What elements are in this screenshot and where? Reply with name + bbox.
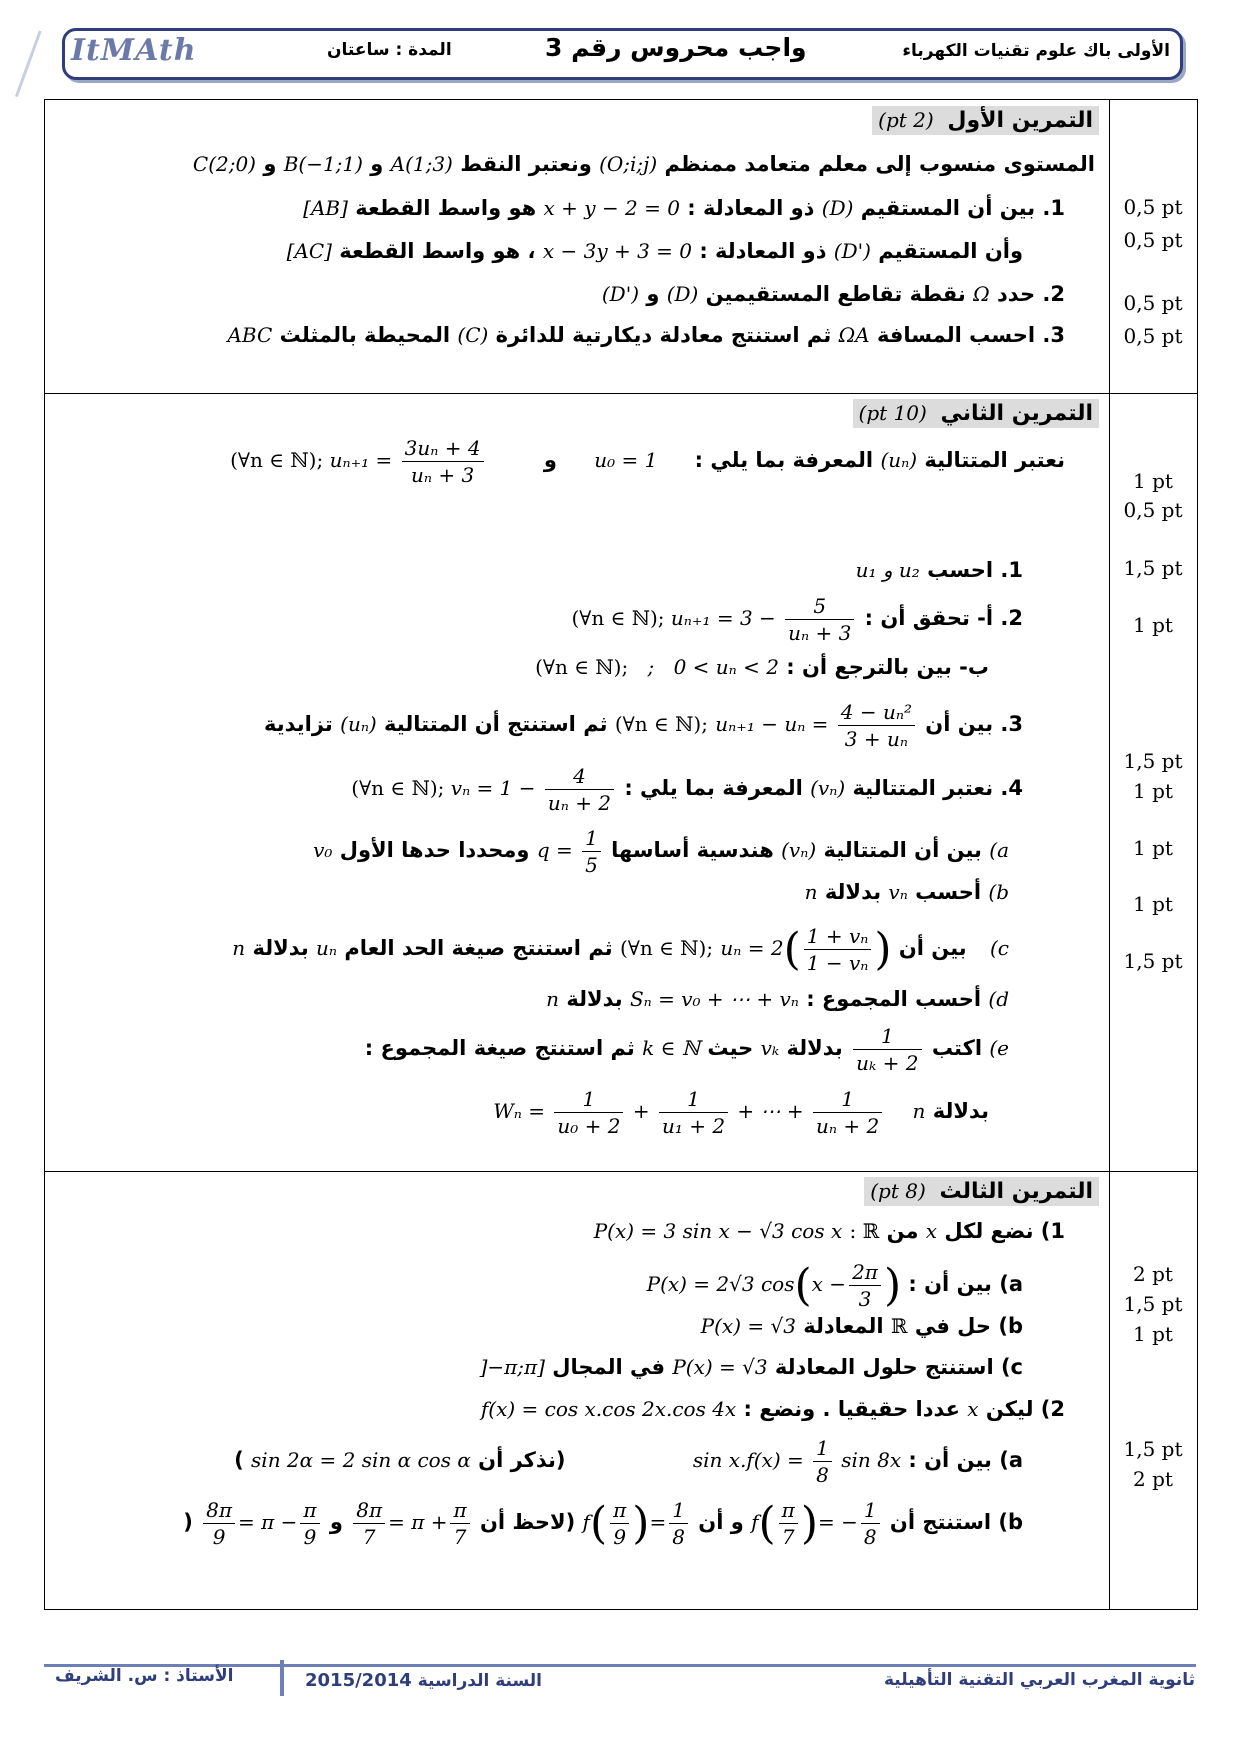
ex2-w-frac-1: [659, 1086, 728, 1139]
ex1-q2-d: (D): [666, 282, 699, 306]
ex2-qa: [313, 825, 1009, 878]
ex2-intro2: المعرفة بما يلي :: [694, 448, 874, 472]
ex3-f9-f: f: [582, 1510, 590, 1534]
ex3-note: (لاحظ أن: [479, 1510, 576, 1534]
ex3-f7-den: 7: [781, 1525, 795, 1549]
ex1-q2-b: نقطة تقاطع المستقيمين: [705, 282, 966, 306]
ex1-q2-dprime: (D'): [601, 282, 639, 306]
ex2-qe-vk: vₖ: [760, 1036, 780, 1060]
ex2-qa-q: q =: [536, 838, 573, 862]
ex2-q4-text: 4. نعتبر المتتالية: [852, 776, 1023, 800]
ex2-q4-forall: (∀n ∈ ℕ);: [351, 776, 445, 800]
ex3-eq1-frac2: [450, 1497, 469, 1550]
ex1-q2-a: 2. حدد: [997, 282, 1065, 306]
ex2-q2a: [571, 593, 1023, 646]
ex2-qe-k: k ∈ ℕ: [642, 1036, 701, 1060]
ex3-f9-num: π: [610, 1497, 629, 1524]
ex2-pt-5: 1,5 pt: [1123, 749, 1183, 773]
ex1-pt-1: 0,5 pt: [1123, 195, 1183, 219]
ex3-p-def: P(x) = 3 sin x − √3 cos x: [593, 1219, 843, 1243]
ex1-pt-4: 0,5 pt: [1123, 324, 1183, 348]
ex2-w0-den: u₀ + 2: [557, 1114, 621, 1138]
ex3-qc: [480, 1355, 1023, 1379]
ex2-pt-4: 1 pt: [1133, 613, 1173, 637]
ex2-qb-2: بدلالة: [824, 880, 882, 904]
exercise-1-points: (2 pt): [878, 108, 934, 132]
ex3-and-that: و أن: [698, 1510, 744, 1534]
ex2-qe-3: حيث: [707, 1036, 754, 1060]
exercise-3: [45, 1171, 1109, 1609]
ex1-line-dprime: (D'): [833, 239, 871, 263]
ex3-f9-frac: [610, 1497, 629, 1550]
ex2-qe-2: بدلالة: [786, 1036, 843, 1060]
ex2-q3-formula: [715, 699, 918, 752]
ex2-qb-label: b): [988, 880, 1009, 904]
ex3-q2a-formula: [693, 1435, 901, 1488]
ex3-f7-num: π: [779, 1497, 798, 1524]
ex2-qa-ratio: [537, 825, 604, 878]
ex3-pt-3: 1 pt: [1133, 1322, 1173, 1346]
ex1-omega-a: ΩA: [838, 323, 870, 347]
ex2-intro: [230, 435, 1065, 488]
ex2-qc-formula: uₙ = 2( $\frac{\text{1 + vₙ}}{\text{1 − vₙ}}$ ): [720, 924, 892, 975]
ex1-q3-a: 3. احسب المسافة: [876, 323, 1065, 347]
ex2-q1-values: u₁ و u₂: [855, 558, 920, 582]
ex3-q1-from: من: [886, 1219, 919, 1243]
ex2-pt-2: 0,5 pt: [1123, 498, 1183, 522]
ex3-remind-formula: sin 2α = 2 sin α cos α: [251, 1448, 471, 1472]
ex3-f7-eq: = −: [817, 1510, 858, 1534]
ex1-pt-3: 0,5 pt: [1123, 291, 1183, 315]
ex1-intro2: ونعتبر النقط: [460, 152, 592, 176]
ex3-q2-b: عددا حقيقيا . ونضع :: [743, 1397, 960, 1421]
ex1-intro-text: المستوى منسوب إلى معلم متعامد ممنظم: [664, 152, 1095, 176]
ex2-qe-4: ثم استنتج صيغة المجموع :: [364, 1036, 635, 1060]
ex2-q4-num: 4: [545, 763, 614, 790]
ex2-q4-lhs: vₙ = 1 −: [450, 776, 536, 800]
ex3-eq2-num2: π: [300, 1497, 319, 1524]
school-year-value: 2015/2014: [305, 1670, 412, 1691]
ex3-qa-frac: [849, 1259, 881, 1312]
ex2-w-bidalala: بدلالة: [932, 1099, 989, 1123]
ex2-and: و: [543, 448, 557, 472]
ex2-q4-den: uₙ + 2: [547, 791, 612, 815]
ex3-f7-val-num: 1: [861, 1497, 880, 1524]
class-level: الأولى باك علوم تقنيات الكهرباء: [902, 41, 1170, 61]
ex2-q2a-frac: [785, 593, 854, 646]
ex1-frame: (O;i;j): [599, 152, 658, 176]
exercise-1: [45, 100, 1109, 393]
ex2-rec-den: uₙ + 3: [411, 463, 475, 487]
ex3-pt-1: 2 pt: [1133, 1262, 1173, 1286]
ex3-qa-text: a) بين أن :: [908, 1272, 1023, 1296]
ex2-pt-3: 1,5 pt: [1123, 556, 1183, 580]
ex3-q2a: [234, 1435, 1023, 1488]
ex1-q1-a: 1. بين أن المستقيم: [860, 196, 1065, 220]
ex3-eq1-den2: 7: [453, 1525, 467, 1549]
ex2-q4-formula: [351, 763, 617, 816]
ex3-eq1-num2: π: [450, 1497, 469, 1524]
ex2-qc-frac: [804, 923, 872, 976]
ex3-note-close: (: [183, 1510, 193, 1534]
ex1-q3-b: ثم استنتج معادلة ديكارتية للدائرة: [495, 323, 832, 347]
ex2-qc-2: ثم استنتج صيغة الحد العام: [344, 936, 613, 960]
ex2-seq-v: (vₙ): [810, 776, 846, 800]
ex2-w1-num: 1: [659, 1086, 728, 1113]
ex2-w-frac-0: [554, 1086, 623, 1139]
ex3-f9-den: 9: [613, 1525, 627, 1549]
ex1-q3-c: المحيطة بالمثلث: [279, 323, 451, 347]
page-title: واجب محروس رقم 3: [545, 33, 807, 62]
exercise-3-points: (8 pt): [870, 1179, 926, 1203]
ex3-q1-text: 1) نضع لكل: [944, 1219, 1065, 1243]
ex2-qb-vn: vₙ: [888, 880, 908, 904]
exercise-1-title: [872, 106, 1099, 135]
ex3-note-eq1: [350, 1497, 472, 1550]
ex2-q4-b: المعرفة بما يلي :: [624, 776, 803, 800]
ex2-q3-c: تزايدية: [264, 712, 333, 736]
ex3-qa-num: 2π: [849, 1259, 881, 1286]
ex3-qc-2: في المجال: [552, 1355, 665, 1379]
ex3-qb-eq: P(x) = √3: [700, 1314, 796, 1338]
ex2-qe-num: 1: [853, 1023, 921, 1050]
ex3-f7-val: [861, 1497, 880, 1550]
ex2-w-plus: +: [632, 1099, 650, 1123]
ex2-qa-3: ومحددا حدها الأول: [339, 838, 530, 862]
duration: المدة : ساعتان: [327, 40, 452, 60]
ex2-qe-den: uₖ + 2: [856, 1051, 919, 1075]
ex2-w-formula: [493, 1086, 885, 1139]
ex3-note-eq2: [200, 1497, 322, 1550]
ex2-qb: [805, 880, 1009, 904]
ex2-w-sum: [493, 1086, 989, 1139]
ex1-point-a: A(1;3): [390, 152, 453, 176]
ex2-pt-9: 1,5 pt: [1123, 949, 1183, 973]
ex2-qa-seq: (vₙ): [781, 838, 817, 862]
ex3-qc-eq: P(x) = √3: [672, 1355, 768, 1379]
ex2-rec-lhs: uₙ₊₁ =: [329, 448, 393, 472]
footer-separator: [280, 1660, 284, 1696]
ex2-qa-label: a): [989, 838, 1009, 862]
header-banner: [62, 28, 1183, 80]
ex3-qc-text: c) استنتج حلول المعادلة: [774, 1355, 1023, 1379]
ex3-pt-2: 1,5 pt: [1123, 1292, 1183, 1316]
ex1-eq-dprime: x − 3y + 3 = 0: [542, 239, 693, 263]
ex3-q2a-rhs: sin 8x: [841, 1448, 902, 1472]
ex3-qb-r: ℝ: [890, 1314, 908, 1338]
ex2-qa-text: بين أن المتتالية: [823, 838, 982, 862]
exercise-2-points: (10 pt): [858, 401, 927, 425]
ex2-rec-frac: [402, 435, 484, 488]
ex2-q3-num: 4 − uₙ²: [838, 699, 915, 726]
ex1-q1-second: [287, 239, 1023, 263]
ex2-qa-v0: v₀: [313, 838, 333, 862]
ex2-q2a-num: 5: [785, 593, 854, 620]
ex2-q2a-lhs: uₙ₊₁ = 3 −: [670, 606, 776, 630]
ex1-q1-d: وأن المستقيم: [878, 239, 1023, 263]
ex3-remind: (نذكر أن: [478, 1448, 566, 1472]
ex3-f7-f: f: [751, 1510, 759, 1534]
ex2-qe-text: اكتب: [931, 1036, 983, 1060]
ex3-qb-2: المعادلة: [803, 1314, 884, 1338]
school-year-label: السنة الدراسية: [417, 1671, 542, 1691]
exercise-3-title-text: التمرين الثالث: [939, 1179, 1093, 1204]
ex2-q1-text: 1. احسب: [927, 558, 1023, 582]
ex3-eq1-rhs: = π +: [388, 1510, 448, 1534]
ex3-q2-text: 2) ليكن: [985, 1397, 1065, 1421]
ex2-qa-2: هندسية أساسها: [611, 838, 774, 862]
ex2-w-n: n: [912, 1099, 926, 1123]
ex2-w-frac-n: [813, 1086, 882, 1139]
ex2-qd-n: n: [546, 987, 560, 1011]
ex2-qa-frac: [582, 825, 601, 878]
ex3-qb: [701, 1314, 1023, 1338]
ex2-q3-text: 3. بين أن: [925, 712, 1023, 736]
ex2-qd-label: d): [988, 987, 1009, 1011]
ex3-q2-x: x: [967, 1397, 979, 1421]
ex2-w-lhs: Wₙ =: [493, 1099, 545, 1123]
ex2-q3-den: 3 + uₙ: [844, 727, 908, 751]
ex2-q3: [264, 699, 1023, 752]
ex3-eq2-den2: 9: [303, 1525, 317, 1549]
ex2-rec-num: 3uₙ + 4: [402, 435, 484, 462]
ex3-qc-interval: ]−π;π]: [479, 1355, 545, 1379]
ex2-qc: [232, 923, 1009, 976]
ex2-w-dots: + ⋯ +: [737, 1099, 804, 1123]
ex1-q1-f: ، هو واسط القطعة: [339, 239, 536, 263]
ex3-f9-val-num: 1: [669, 1497, 688, 1524]
ex2-qc-text: بين أن: [898, 936, 967, 960]
ex3-qa-lhs: P(x) = 2√3 cos: [646, 1272, 795, 1296]
ex2-w0-num: 1: [554, 1086, 623, 1113]
ex3-q1-x: x: [925, 1219, 938, 1243]
ex3-q2a-num: 1: [813, 1435, 832, 1462]
ex1-line-d: (D): [821, 196, 854, 220]
ex2-q2a-den: uₙ + 3: [788, 621, 852, 645]
ex3-q2a-frac: [813, 1435, 832, 1488]
ex3-pt-4: 1,5 pt: [1123, 1437, 1183, 1461]
ex3-eq2-frac2: [300, 1497, 319, 1550]
ex2-wn-num: 1: [813, 1086, 882, 1113]
ex2-q2b-semi: ;: [647, 655, 655, 679]
ex3-eq2-den: 9: [212, 1525, 226, 1549]
ex1-segment-ac: [AC]: [286, 239, 332, 263]
ex2-q3-forall: (∀n ∈ ℕ);: [614, 712, 708, 736]
ex3-qa-den: 3: [858, 1287, 872, 1311]
ex1-and-1: و: [370, 152, 384, 176]
ex3-q2b-text: b) استنتج أن: [889, 1510, 1023, 1534]
ex2-forall: (∀n ∈ ℕ);: [230, 448, 324, 472]
ex2-qc-lhs: uₙ = 2: [720, 936, 784, 960]
ex2-qc-num: 1 + vₙ: [804, 923, 872, 950]
ex2-qc-un: uₙ: [316, 936, 338, 960]
ex2-qa-den: 5: [585, 853, 598, 877]
ex3-pt-5: 2 pt: [1133, 1467, 1173, 1491]
ex2-q3-seq: (uₙ): [340, 712, 377, 736]
ex3-eq2-frac: [203, 1497, 235, 1550]
ex3-eq1-den: 7: [362, 1525, 376, 1549]
ex3-note-and: و: [329, 1510, 343, 1534]
ex2-qa-num: 1: [582, 825, 601, 852]
ex2-qd-sum: Sₙ = v₀ + ⋯ + vₙ: [629, 987, 799, 1011]
teacher-name: الأستاذ : س. الشريف: [55, 1666, 234, 1686]
ex2-wn-den: uₙ + 2: [816, 1114, 880, 1138]
ex2-u0: u₀ = 1: [594, 448, 658, 472]
ex2-q3-frac: [838, 699, 915, 752]
ex1-q2: [602, 282, 1065, 306]
ex2-q3-b: ثم استنتج أن المتتالية: [384, 712, 608, 736]
ex2-q3-lhs: uₙ₊₁ − uₙ =: [715, 712, 829, 736]
ex2-intro-text: نعتبر المتتالية: [924, 448, 1065, 472]
ex2-qc-3: بدلالة: [252, 936, 309, 960]
exercise-2-title-text: التمرين الثاني: [940, 401, 1093, 426]
ex2-qc-label: c): [989, 936, 1009, 960]
ex2-qc-den: 1 − vₙ: [806, 951, 869, 975]
ex2-q1: [856, 558, 1023, 582]
ex2-q2b-text: ب- بين بالترجع أن :: [786, 655, 989, 679]
school-year: [305, 1670, 542, 1691]
ex2-w1-den: u₁ + 2: [661, 1114, 726, 1138]
ex1-eq-d: x + y − 2 = 0: [543, 196, 680, 220]
ex3-qa-x: x −: [811, 1272, 847, 1296]
ex2-qc-n: n: [232, 936, 246, 960]
ex1-q1-e: ذو المعادلة :: [699, 239, 827, 263]
ex3-eq1-frac: [353, 1497, 385, 1550]
ex2-qe-frac-wrap: [850, 1023, 924, 1076]
ex1-segment-ab: [AB]: [303, 196, 348, 220]
ex1-point-c: C(2;0): [192, 152, 256, 176]
ex2-q2a-text: 2. أ- تحقق أن :: [864, 606, 1023, 630]
ex2-q2b-ineq: 0 < uₙ < 2: [673, 655, 779, 679]
ex3-f9-val-den: 8: [672, 1525, 685, 1549]
ex2-seq-u: (uₙ): [880, 448, 918, 472]
ex2-qd-2: بدلالة: [566, 987, 623, 1011]
ex2-qe-frac: [853, 1023, 921, 1076]
ex2-qe-label: e): [989, 1036, 1009, 1060]
ex2-q2a-formula: [571, 593, 857, 646]
ex3-f-def: f(x) = cos x.cos 2x.cos 4x: [480, 1397, 737, 1421]
ex1-q3: [227, 323, 1065, 347]
ex3-q1: [594, 1219, 1065, 1243]
ex3-f7-val-den: 8: [863, 1525, 877, 1549]
ex3-eq2-num: 8π: [203, 1497, 235, 1524]
ex2-q2b: [535, 655, 989, 679]
ex3-remind-close: ): [234, 1448, 244, 1472]
ex2-q2a-forall: (∀n ∈ ℕ);: [571, 606, 665, 630]
ex3-q2a-lhs: sin x.f(x) =: [692, 1448, 804, 1472]
ex2-pt-7: 1 pt: [1133, 836, 1173, 860]
ex2-qc-forall: (∀n ∈ ℕ);: [620, 936, 714, 960]
ex1-q2-and: و: [646, 282, 660, 306]
ex1-q1-c: هو واسط القطعة: [355, 196, 537, 220]
ex3-q2a-text: a) بين أن :: [908, 1448, 1023, 1472]
ex2-q4: [351, 763, 1023, 816]
ex2-qd-text: أحسب المجموع :: [806, 987, 982, 1011]
ex3-f7-frac: [779, 1497, 798, 1550]
ex2-recurrence: [230, 435, 486, 488]
ex3-q2b: [183, 1497, 1023, 1550]
exercise-2: [45, 393, 1109, 1171]
ex2-qb-n: n: [804, 880, 818, 904]
ex1-triangle-abc: ABC: [227, 323, 273, 347]
ex1-and-2: و: [263, 152, 277, 176]
ex3-q2: [481, 1397, 1065, 1421]
ex3-f9-val: [669, 1497, 688, 1550]
ex3-qa: [647, 1259, 1023, 1312]
ex2-q2b-forall: (∀n ∈ ℕ);: [535, 655, 629, 679]
ex1-point-b: B(−1;1): [283, 152, 363, 176]
ex1-omega: Ω: [973, 282, 990, 306]
ex3-q2a-den: 8: [816, 1463, 829, 1487]
ex1-q1-b: ذو المعادلة :: [687, 196, 815, 220]
ex2-qe: [365, 1023, 1009, 1076]
ex2-pt-6: 1 pt: [1133, 779, 1173, 803]
ex3-qa-formula: P(x) = 2√3 cos(x − $\frac{2\pi}{3}$ ): [646, 1260, 902, 1311]
exercise-2-title: [853, 399, 1099, 428]
ex3-eq2-rhs: = π −: [238, 1510, 298, 1534]
ex2-q4-frac: [545, 763, 614, 816]
exercise-3-title: [864, 1177, 1099, 1206]
exam-table: [44, 99, 1198, 1610]
ex2-qb-text: أحسب: [915, 880, 982, 904]
ex2-qd: [546, 987, 1009, 1011]
ex2-pt-8: 1 pt: [1133, 892, 1173, 916]
ex1-intro: [193, 152, 1095, 176]
school-name: ثانوية المغرب العربي التقنية التأهيلية: [883, 1670, 1195, 1690]
logo: ItMAth: [71, 33, 197, 68]
ex1-pt-2: 0,5 pt: [1123, 228, 1183, 252]
ex3-eq1-num: 8π: [353, 1497, 385, 1524]
ex1-circle-c: (C): [457, 323, 489, 347]
ex3-q2b-f9: f( $\frac{\pi}{9}$ )= $\frac{1}{8}$: [583, 1497, 691, 1550]
ex3-qb-text: b) حل في: [914, 1314, 1023, 1338]
ex1-q1: [303, 196, 1065, 220]
ex3-q1-r: ℝ :: [849, 1219, 880, 1243]
ex2-pt-1: 1 pt: [1133, 469, 1173, 493]
exercise-1-title-text: التمرين الأول: [947, 108, 1093, 133]
ex3-q2b-f7: f( $\frac{\pi}{7}$ )= − $\frac{1}{8}$: [751, 1497, 883, 1550]
